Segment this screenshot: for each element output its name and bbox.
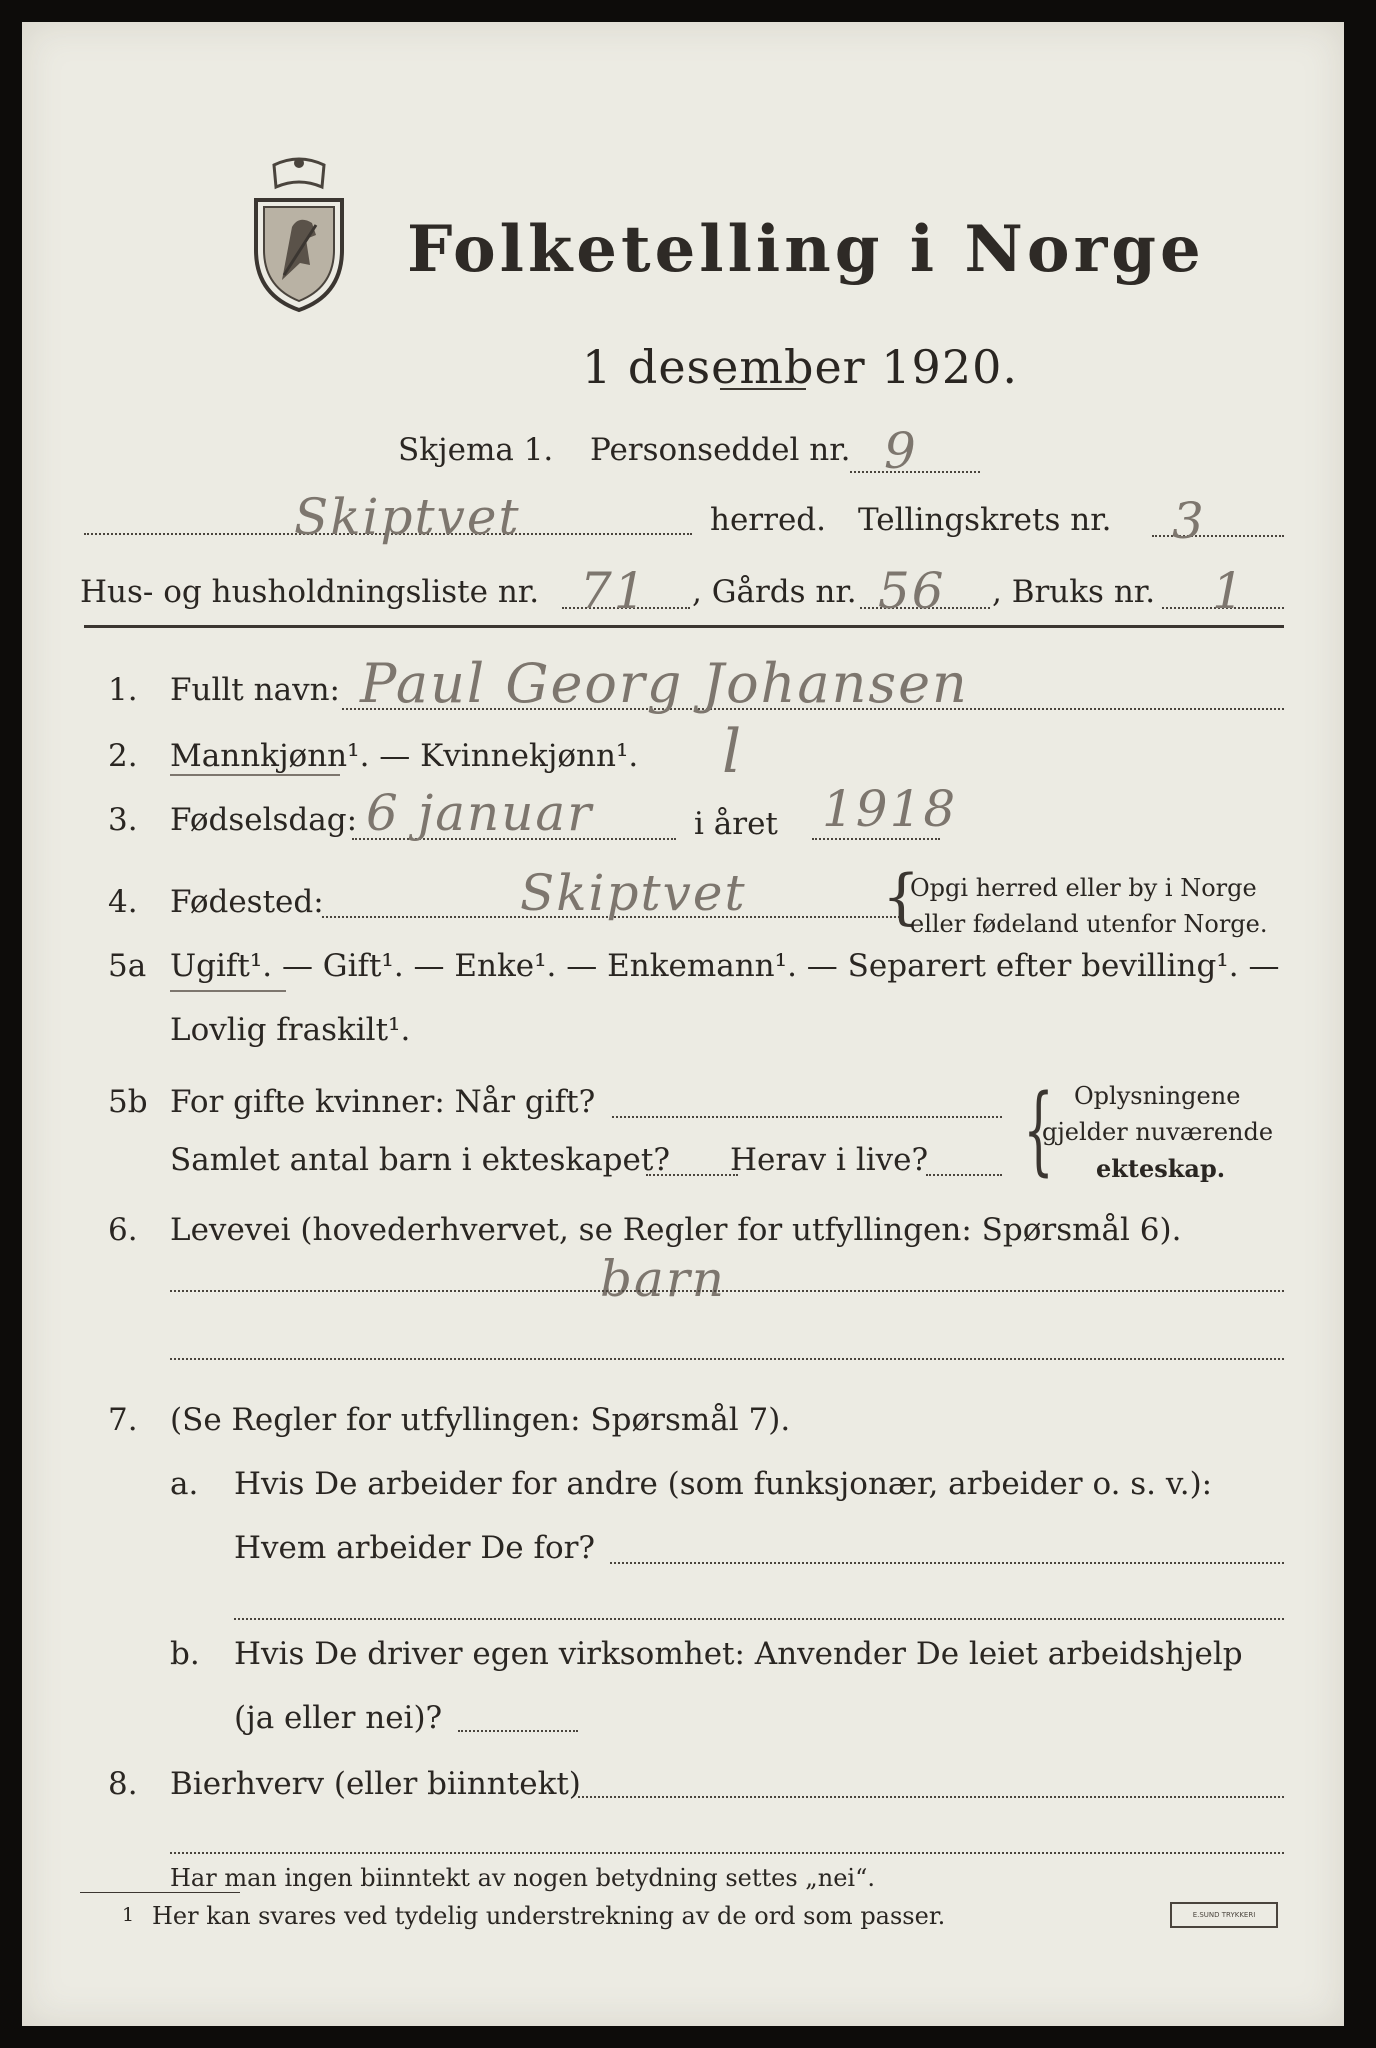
q7b-line-answer xyxy=(458,1730,578,1732)
q6-line-2 xyxy=(170,1358,1284,1360)
q1-value: Paul Georg Johansen xyxy=(360,652,969,715)
q5b-brace: { xyxy=(1023,1074,1054,1186)
q3-number: 3. xyxy=(108,802,138,838)
printer-stamp: E.SUND TRYKKERI xyxy=(1170,1902,1278,1928)
q4-number: 4. xyxy=(108,884,138,920)
q4-note-1: Opgi herred eller by i Norge xyxy=(910,874,1257,902)
footnote-rule xyxy=(80,1892,240,1893)
q6-value: barn xyxy=(600,1250,726,1308)
q3-label: Fødselsdag: xyxy=(170,802,358,838)
skjema-label: Skjema 1. xyxy=(398,432,554,468)
herred-value: Skiptvet xyxy=(294,488,521,546)
q8-line-1 xyxy=(578,1796,1284,1798)
q3-year-label: i året xyxy=(694,806,778,842)
footnote-text: Her kan svares ved tydelig understrekning av de ord som passer. xyxy=(152,1902,946,1930)
hus-value: 71 xyxy=(580,562,648,620)
gards-label: , Gårds nr. xyxy=(692,574,857,610)
footnote-mark: 1 xyxy=(122,1904,135,1926)
bruks-value: 1 xyxy=(1212,562,1246,620)
q7b-line-1: Hvis De driver egen virksomhet: Anvender De leiet arbeidshjelp xyxy=(234,1636,1243,1672)
q6-line-1 xyxy=(170,1290,1284,1292)
q7a-line-answer xyxy=(610,1562,1284,1564)
q8-note: Har man ingen biinntekt av nogen betydning settes „nei“. xyxy=(170,1864,875,1892)
q8-line-2 xyxy=(170,1852,1284,1854)
title-rule xyxy=(720,388,806,390)
q3-year-line xyxy=(812,838,940,840)
q7-label: (Se Regler for utfyllingen: Spørsmål 7). xyxy=(170,1402,791,1438)
q4-brace: { xyxy=(882,862,921,932)
census-form xyxy=(22,22,1344,2026)
q5b-live-line xyxy=(926,1174,1002,1176)
q5b-number: 5b xyxy=(108,1084,148,1120)
q6-number: 6. xyxy=(108,1212,138,1248)
q6-label: Levevei (hovederhvervet, se Regler for utfyllingen: Spørsmål 6). xyxy=(170,1212,1182,1248)
q7a-line-1: Hvis De arbeider for andre (som funksjonær, arbeider o. s. v.): xyxy=(234,1466,1213,1502)
q7b-line-2: (ja eller nei)? xyxy=(234,1700,443,1736)
q5b-gift-line xyxy=(612,1116,1002,1118)
q5b-barn-line xyxy=(646,1174,738,1176)
gards-value: 56 xyxy=(878,562,946,620)
q5b-line-1: For gifte kvinner: Når gift? xyxy=(170,1084,596,1120)
q1-number: 1. xyxy=(108,672,138,708)
q4-value: Skiptvet xyxy=(520,864,747,922)
q8-label: Bierhverv (eller biinntekt) xyxy=(170,1766,581,1802)
q7a-line-2: Hvem arbeider De for? xyxy=(234,1530,596,1566)
q3-value: 6 januar xyxy=(366,784,594,842)
q5b-note-3: ekteskap. xyxy=(1096,1154,1226,1183)
q2-mark: l xyxy=(722,717,744,787)
coat-of-arms-icon xyxy=(244,155,354,315)
q5b-note-1: Oplysningene xyxy=(1074,1082,1241,1110)
form-title: Folketelling i Norge xyxy=(407,212,1205,287)
herred-label: herred. xyxy=(710,502,826,538)
q2-number: 2. xyxy=(108,738,138,774)
q7a-number: a. xyxy=(170,1466,199,1502)
q8-number: 8. xyxy=(108,1766,138,1802)
q4-note-2: eller fødeland utenfor Norge. xyxy=(910,910,1268,938)
q5b-line-2b: Herav i live? xyxy=(730,1142,929,1178)
q2-label: Mannkjønn¹. — Kvinnekjønn¹. xyxy=(170,738,639,774)
q2-underline xyxy=(170,774,340,776)
q5a-line-1: Ugift¹. — Gift¹. — Enke¹. — Enkemann¹. — Separert efter bevilling¹. — xyxy=(170,948,1280,984)
q4-label: Fødested: xyxy=(170,884,324,920)
q7a-line-extra xyxy=(234,1618,1284,1620)
header-divider xyxy=(84,625,1284,628)
q5a-line-2: Lovlig fraskilt¹. xyxy=(170,1012,411,1048)
tellingskrets-label: Tellingskrets nr. xyxy=(858,502,1112,538)
q3-year-value: 1918 xyxy=(822,780,958,838)
hus-label: Hus- og husholdningsliste nr. xyxy=(80,574,540,610)
q5b-note-2: gjelder nuværende xyxy=(1042,1118,1274,1146)
q5b-line-2a: Samlet antal barn i ekteskapet? xyxy=(170,1142,670,1178)
personseddel-label: Personseddel nr. xyxy=(590,432,851,468)
q7b-number: b. xyxy=(170,1636,200,1672)
q5a-number: 5a xyxy=(108,948,147,984)
form-date: 1 desember 1920. xyxy=(582,340,1018,394)
q1-label: Fullt navn: xyxy=(170,672,340,708)
q5a-underline xyxy=(170,990,286,992)
q7-number: 7. xyxy=(108,1402,138,1438)
personseddel-value: 9 xyxy=(884,422,918,480)
tellingskrets-value: 3 xyxy=(1172,492,1206,550)
bruks-label: , Bruks nr. xyxy=(992,574,1156,610)
